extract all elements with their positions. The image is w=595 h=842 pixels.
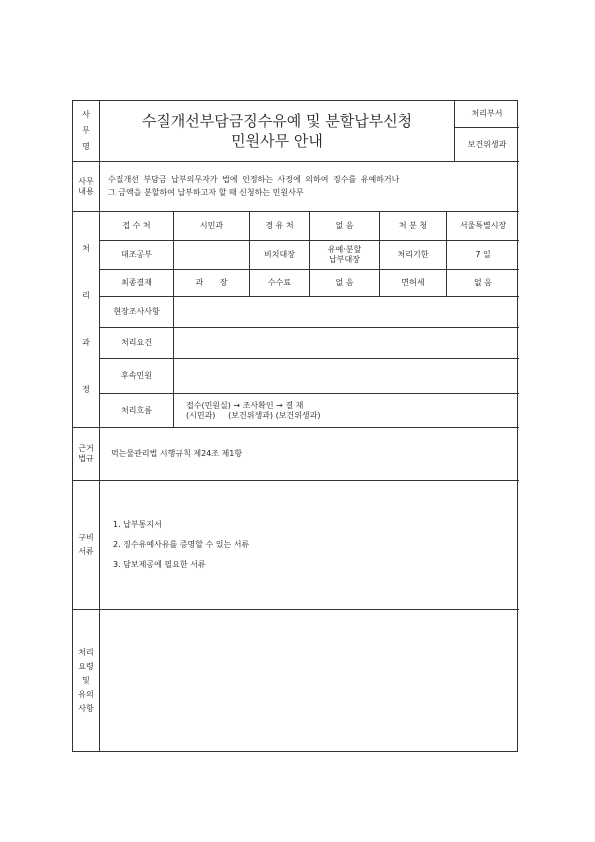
notes-label-char: 처리 — [78, 647, 94, 657]
notes-value — [100, 610, 519, 751]
notes-label-char: 유의 — [78, 689, 94, 699]
final-approval-value: 과 장 — [174, 270, 250, 297]
fee-label: 수수료 — [250, 270, 310, 297]
documents-label-line2: 서류 — [78, 547, 94, 556]
requirements-label: 처리요건 — [100, 328, 174, 359]
process-label-char: 처 — [82, 244, 90, 254]
receipt-office-label: 접 수 처 — [100, 212, 174, 241]
description-line2: 그 금액을 분할하여 납부하고자 할 때 신청하는 민원사무 — [108, 188, 304, 197]
fee-value: 없 음 — [310, 270, 380, 297]
kept-register-line2: 납부대장 — [329, 255, 360, 264]
form-table — [72, 100, 518, 752]
legal-label-line1: 근거 — [78, 444, 94, 453]
description-line1: 수질개선 부담금 납부의무자가 법에 인정하는 사정에 의하여 징수를 유예하거나 — [108, 175, 400, 184]
documents-list — [100, 481, 519, 610]
dept-label: 처리부서 — [455, 101, 519, 128]
license-tax-value: 없 음 — [447, 270, 519, 297]
receipt-office-value: 시민과 — [174, 212, 250, 241]
license-tax-label: 면허세 — [380, 270, 447, 297]
documents-label-line1: 구비 — [78, 533, 94, 542]
dept-value: 보건위생과 — [455, 128, 519, 162]
description-label — [73, 162, 100, 212]
kept-register-line1: 유예·분할 — [327, 245, 362, 254]
process-label-char: 정 — [82, 384, 90, 394]
title-label-char: 사 — [82, 110, 90, 119]
site-survey-value — [174, 297, 519, 328]
notes-label-char: 요령 — [78, 661, 94, 671]
notes-label — [73, 610, 100, 751]
processing-period-label: 처리기한 — [380, 241, 447, 270]
process-label-char: 리 — [82, 291, 90, 301]
kept-register-label: 비치대장 — [250, 241, 310, 270]
followup-label: 후속민원 — [100, 359, 174, 394]
via-office-label: 경 유 처 — [250, 212, 310, 241]
requirements-value — [174, 328, 519, 359]
flow-value — [174, 394, 519, 428]
disposing-authority-value: 서울특별시장 — [447, 212, 519, 241]
page-title-line1: 수질개선부담금징수유예 및 분할납부신청 — [141, 111, 413, 130]
description-value — [100, 162, 519, 212]
reference-register-value — [174, 241, 250, 270]
legal-label — [73, 428, 100, 481]
final-approval-label: 최종결재 — [100, 270, 174, 297]
legal-value: 먹는물관리법 시행규칙 제24조 제1항 — [100, 428, 519, 481]
followup-value — [174, 359, 519, 394]
document-item: 1. 납부통지서 — [113, 520, 162, 529]
title-label-char: 명 — [82, 142, 90, 151]
legal-label-line2: 법규 — [78, 454, 94, 463]
description-label-line2: 내용 — [78, 186, 94, 196]
title-label-char: 무 — [82, 126, 90, 135]
flow-line2: (시민과) (보건위생과) (보건위생과) — [186, 410, 321, 420]
process-label — [73, 212, 100, 428]
via-office-value: 없 음 — [310, 212, 380, 241]
document-item: 3. 담보제공에 필요한 서류 — [113, 560, 206, 569]
page-title-line2: 민원사무 안내 — [231, 132, 323, 150]
documents-label — [73, 481, 100, 610]
notes-label-char: 및 — [82, 675, 90, 685]
disposing-authority-label: 처 분 청 — [380, 212, 447, 241]
description-label-line1: 사무 — [78, 176, 94, 186]
title-label-cell — [73, 101, 100, 162]
reference-register-label: 대조공부 — [100, 241, 174, 270]
flow-line1: 접수(민원실) → 조사확인 → 결 재 — [186, 400, 304, 410]
process-label-char: 과 — [82, 337, 90, 347]
site-survey-label: 현장조사사항 — [100, 297, 174, 328]
notes-label-char: 사항 — [78, 703, 94, 713]
processing-period-value: 7 일 — [447, 241, 519, 270]
kept-register-value — [310, 241, 380, 270]
document-item: 2. 징수유예사유를 증명할 수 있는 서류 — [113, 540, 250, 549]
flow-label: 처리흐름 — [100, 394, 174, 428]
page-title — [100, 101, 455, 162]
